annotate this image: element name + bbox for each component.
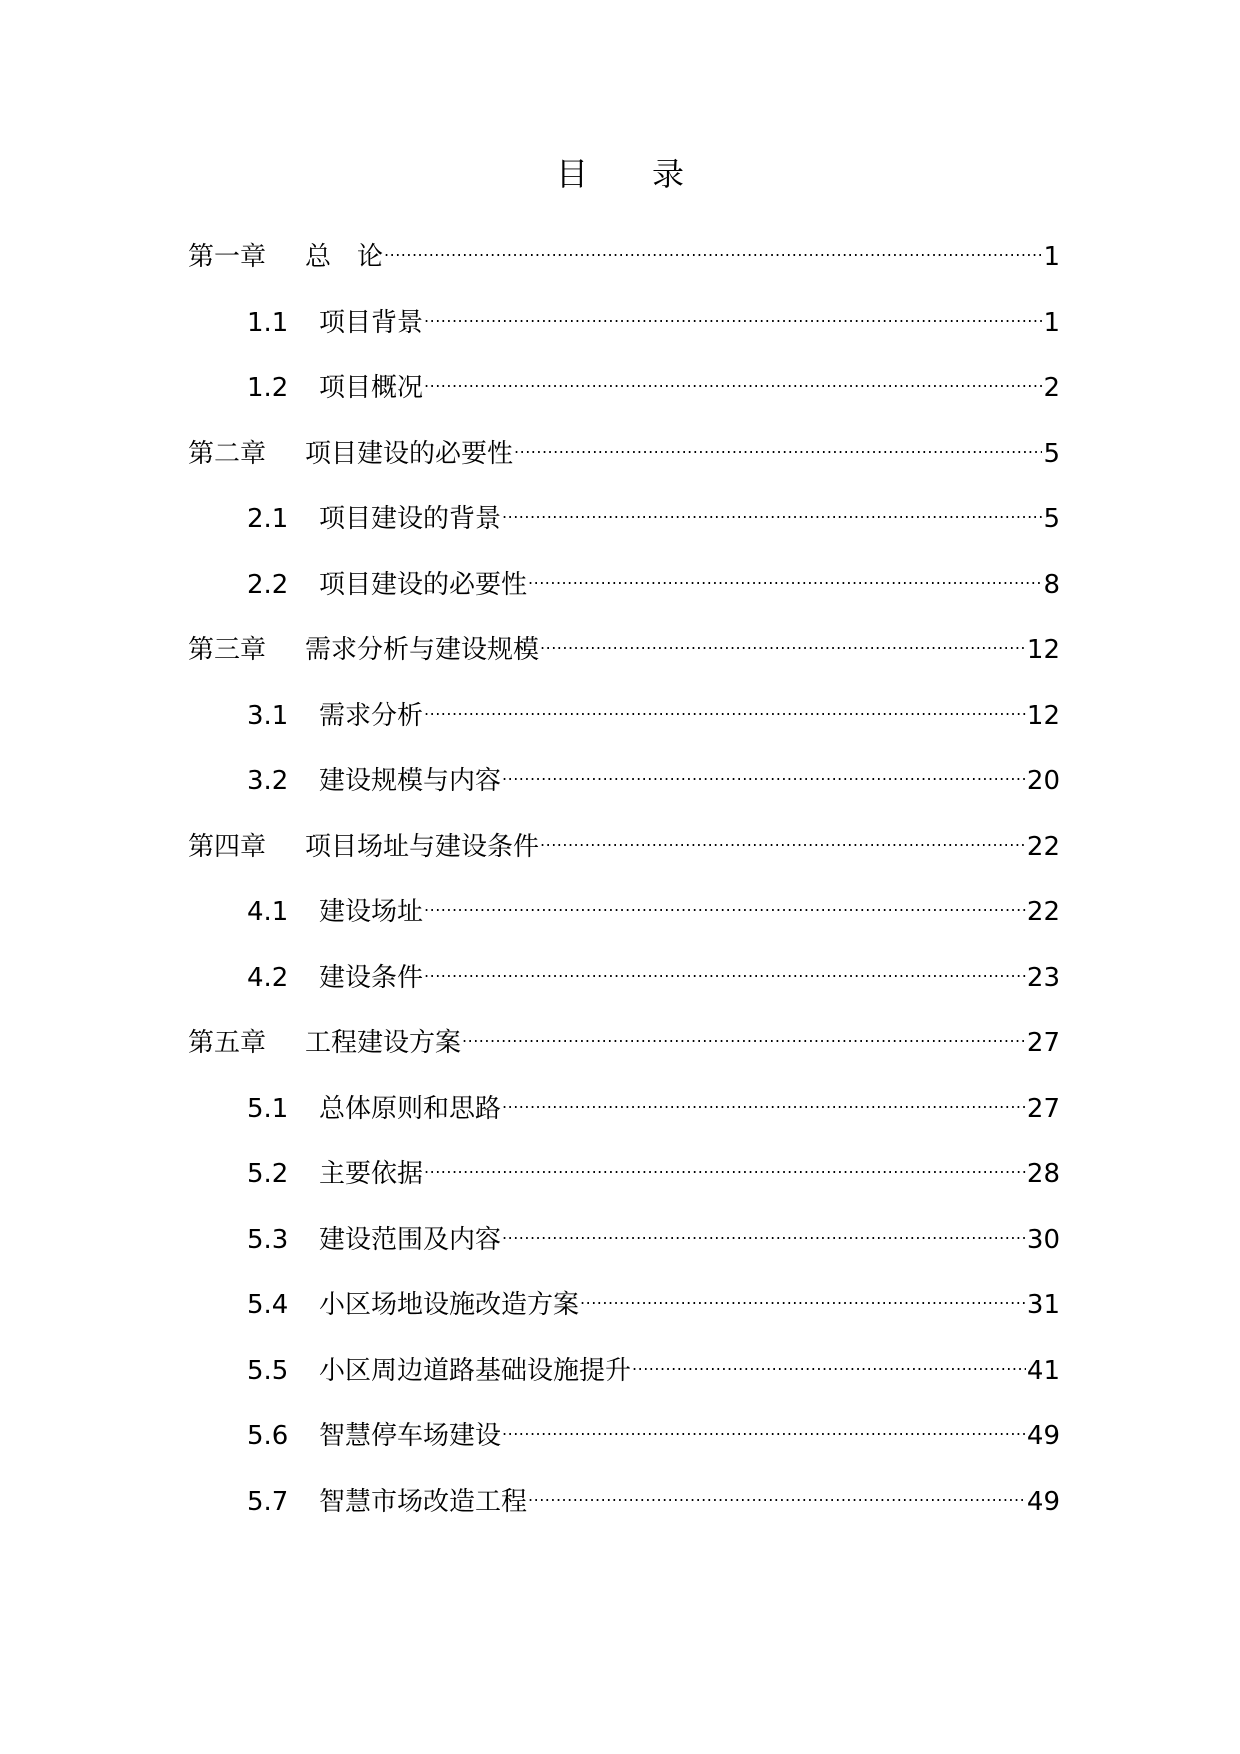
toc-entry-section-1-2[interactable]	[188, 352, 1060, 418]
toc-entry-number: 5.3	[247, 1224, 289, 1255]
toc-title: 目 录	[555, 155, 700, 193]
toc-entry-number: 2.2	[247, 569, 289, 600]
toc-entry-section-5-3[interactable]	[188, 1204, 1060, 1270]
toc-dot-leader	[424, 680, 1026, 724]
toc-entry-page: 41	[1026, 1355, 1060, 1386]
toc-entry-number: 第二章	[188, 438, 267, 469]
toc-entry-page: 5	[1043, 438, 1060, 469]
toc-entry-page: 22	[1026, 897, 1060, 927]
toc-entry-title: 主要依据	[319, 1159, 424, 1189]
toc-entry-title: 总 论	[305, 242, 384, 272]
toc-dot-leader	[502, 1204, 1026, 1248]
toc-entry-number: 第四章	[188, 831, 267, 862]
toc-entry-page: 22	[1026, 831, 1060, 862]
toc-entry-section-2-2[interactable]	[188, 549, 1060, 615]
toc-entry-title: 小区周边道路基础设施提升	[319, 1355, 632, 1386]
toc-entry-title: 建设场址	[319, 897, 424, 927]
toc-entry-title: 项目建设的必要性	[319, 569, 528, 600]
toc-entry-number: 5.4	[247, 1290, 289, 1320]
toc-dot-leader	[632, 1335, 1026, 1379]
toc-dot-leader	[580, 1269, 1026, 1313]
toc-entry-title: 项目概况	[319, 373, 424, 403]
toc-entry-page: 5	[1043, 504, 1060, 534]
toc-entry-title: 工程建设方案	[305, 1028, 462, 1058]
toc-entry-number: 第三章	[188, 635, 267, 665]
toc-entry-number: 5.7	[247, 1486, 289, 1517]
toc-dot-leader	[424, 876, 1026, 920]
toc-entry-section-5-7[interactable]	[188, 1466, 1060, 1532]
toc-entry-section-3-1[interactable]	[188, 680, 1060, 746]
toc-dot-leader	[540, 614, 1026, 658]
toc-entry-number: 5.2	[247, 1159, 289, 1189]
toc-entry-section-5-1[interactable]	[188, 1073, 1060, 1139]
toc-entry-page: 23	[1026, 962, 1060, 993]
toc-dot-leader	[502, 1073, 1026, 1117]
toc-entry-page: 49	[1026, 1421, 1060, 1451]
toc-entry-section-3-2[interactable]	[188, 745, 1060, 811]
toc-entry-number: 1.2	[247, 373, 289, 403]
toc-entry-title: 项目建设的背景	[319, 504, 502, 534]
toc-entry-title: 项目建设的必要性	[305, 438, 514, 469]
toc-entry-chapter-3[interactable]	[188, 614, 1060, 680]
toc-entry-page: 30	[1026, 1224, 1060, 1255]
toc-entry-page: 20	[1026, 766, 1060, 796]
toc-entry-number: 5.5	[247, 1355, 289, 1386]
toc-entry-section-4-1[interactable]	[188, 876, 1060, 942]
toc-entry-number: 3.1	[247, 700, 289, 731]
toc-dot-leader	[384, 221, 1042, 265]
toc-dot-leader	[514, 418, 1042, 462]
toc-entry-title: 项目背景	[319, 307, 424, 338]
toc-entry-section-1-1[interactable]	[188, 287, 1060, 353]
toc-entry-number: 4.1	[247, 897, 289, 927]
toc-entry-title: 总体原则和思路	[319, 1093, 502, 1124]
toc-entry-section-5-4[interactable]	[188, 1269, 1060, 1335]
toc-dot-leader	[528, 1466, 1026, 1510]
toc-dot-leader	[424, 352, 1042, 396]
toc-entry-title: 需求分析与建设规模	[305, 635, 540, 665]
toc-entry-chapter-5[interactable]	[188, 1007, 1060, 1073]
toc-entry-section-5-2[interactable]	[188, 1138, 1060, 1204]
toc-entry-number: 第五章	[188, 1028, 267, 1058]
toc-entry-page: 27	[1026, 1028, 1060, 1058]
toc-entry-number: 1.1	[247, 307, 289, 338]
toc-entry-page: 8	[1043, 569, 1060, 600]
toc-dot-leader	[502, 483, 1042, 527]
toc-entry-page: 2	[1043, 373, 1060, 403]
toc-entry-page: 31	[1026, 1290, 1060, 1320]
toc-entry-title: 需求分析	[319, 700, 424, 731]
toc-entry-title: 智慧停车场建设	[319, 1421, 502, 1451]
table-of-contents	[188, 221, 1060, 1531]
toc-entry-section-5-5[interactable]	[188, 1335, 1060, 1401]
toc-dot-leader	[528, 549, 1042, 593]
toc-dot-leader	[502, 1400, 1026, 1444]
toc-dot-leader	[502, 745, 1026, 789]
toc-entry-page: 28	[1026, 1159, 1060, 1189]
toc-entry-title: 小区场地设施改造方案	[319, 1290, 580, 1320]
toc-dot-leader	[424, 942, 1026, 986]
toc-entry-page: 12	[1026, 700, 1060, 731]
toc-entry-number: 5.6	[247, 1421, 289, 1451]
toc-entry-section-4-2[interactable]	[188, 942, 1060, 1008]
toc-entry-title: 建设条件	[319, 962, 424, 993]
toc-entry-number: 第一章	[188, 242, 267, 272]
toc-entry-page: 12	[1026, 635, 1060, 665]
toc-entry-number: 3.2	[247, 766, 289, 796]
toc-entry-title: 建设范围及内容	[319, 1224, 502, 1255]
toc-entry-number: 5.1	[247, 1093, 289, 1124]
toc-entry-section-5-6[interactable]	[188, 1400, 1060, 1466]
toc-entry-page: 1	[1043, 242, 1060, 272]
toc-dot-leader	[540, 811, 1026, 855]
toc-entry-chapter-4[interactable]	[188, 811, 1060, 877]
toc-entry-section-2-1[interactable]	[188, 483, 1060, 549]
toc-entry-title: 建设规模与内容	[319, 766, 502, 796]
toc-entry-chapter-2[interactable]	[188, 418, 1060, 484]
toc-entry-page: 49	[1026, 1486, 1060, 1517]
toc-dot-leader	[424, 287, 1042, 331]
toc-entry-page: 27	[1026, 1093, 1060, 1124]
toc-entry-number: 4.2	[247, 962, 289, 993]
toc-entry-page: 1	[1043, 307, 1060, 338]
toc-entry-chapter-1[interactable]	[188, 221, 1060, 287]
toc-dot-leader	[462, 1007, 1026, 1051]
toc-entry-title: 智慧市场改造工程	[319, 1486, 528, 1517]
toc-dot-leader	[424, 1138, 1026, 1182]
toc-entry-number: 2.1	[247, 504, 289, 534]
toc-entry-title: 项目场址与建设条件	[305, 831, 540, 862]
